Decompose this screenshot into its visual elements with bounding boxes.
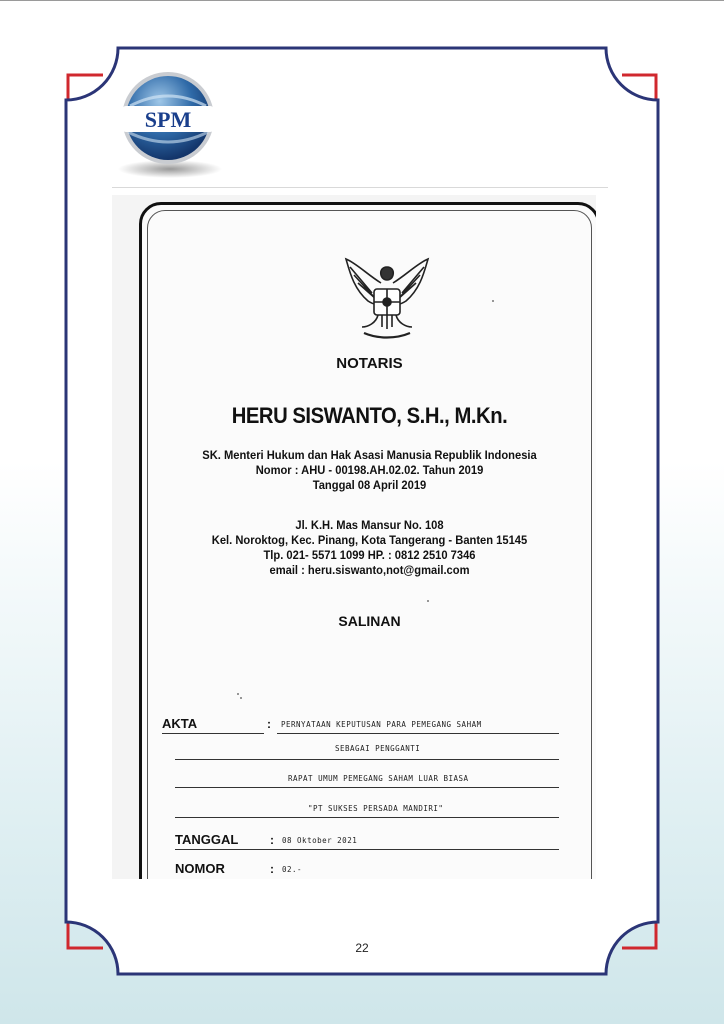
nomor-colon: : [270, 862, 274, 876]
deed-paper [139, 202, 596, 879]
phone-line: Tlp. 021- 5571 1099 HP. : 0812 2510 7346 [263, 548, 476, 562]
nomor-value: 02.- [282, 865, 303, 874]
decree-line-1: SK. Menteri Hukum dan Hak Asasi Manusia Republik Indonesia [202, 448, 537, 462]
akta-label: AKTA [162, 716, 198, 731]
decree-line-3: Tanggal 08 April 2019 [312, 478, 427, 492]
email-line: email : heru.siswanto,not@gmail.com [269, 563, 470, 577]
address-line-2: Kel. Noroktog, Kec. Pinang, Kota Tangerang - Banten 15145 [211, 533, 528, 547]
tanggal-colon: : [270, 833, 274, 847]
notary-name: HERU SISWANTO, S.H., M.Kn. [231, 403, 508, 428]
akta-line-2: SEBAGAI PENGGANTI [335, 744, 421, 753]
akta-line-3: RAPAT UMUM PEMEGANG SAHAM LUAR BIASA [288, 774, 469, 783]
akta-colon: : [267, 717, 271, 731]
copy-label: SALINAN [338, 613, 401, 629]
scanned-deed-image [112, 195, 596, 879]
tanggal-label: TANGGAL [175, 832, 239, 847]
akta-line-4: "PT SUKSES PERSADA MANDIRI" [308, 804, 444, 813]
garuda-emblem-icon [338, 253, 436, 345]
tanggal-value: 08 Oktober 2021 [282, 836, 358, 845]
logo-text: SPM [144, 107, 192, 132]
nomor-label: NOMOR [175, 861, 225, 876]
address-line-1: Jl. K.H. Mas Mansur No. 108 [295, 518, 444, 532]
notary-heading: NOTARIS [336, 355, 403, 372]
akta-line-1: PERNYATAAN KEPUTUSAN PARA PEMEGANG SAHAM [281, 720, 482, 729]
spm-logo [108, 66, 226, 184]
decree-line-2: Nomor : AHU - 00198.AH.02.02. Tahun 2019 [255, 463, 484, 477]
page-number: 22 [355, 941, 369, 955]
header-separator [112, 187, 608, 188]
